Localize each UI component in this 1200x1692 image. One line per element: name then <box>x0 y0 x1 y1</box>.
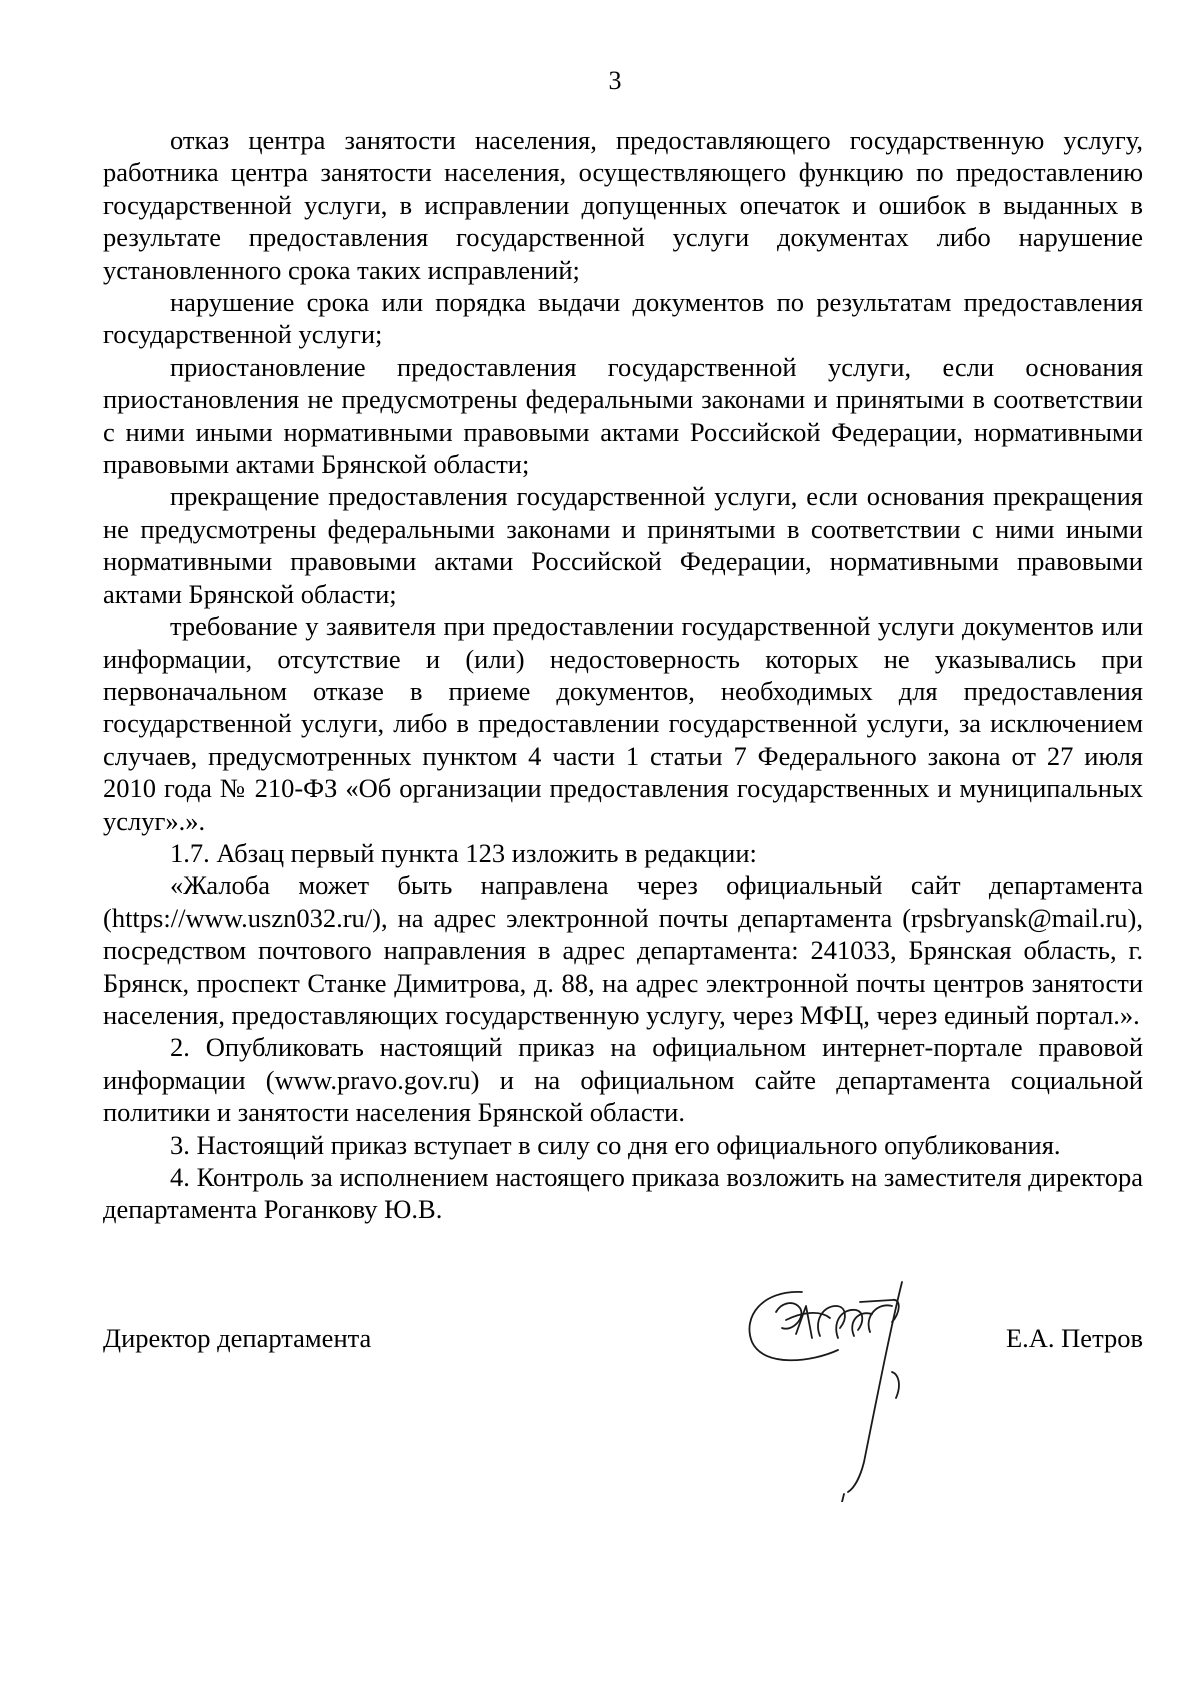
paragraph-item-2-publish: 2. Опубликовать настоящий приказ на официальном интернет-портале правовой информации (www.pravo.gov.ru) и на официальном сайте департамента социальной политики и занятости населения Брянской области. <box>103 1032 1143 1128</box>
paragraph-item-3-effective: 3. Настоящий приказ вступает в силу со дня его официального опубликования. <box>170 1129 1061 1160</box>
signatory-title: Директор департамента <box>103 1323 372 1353</box>
paragraph-item-1-7: 1.7. Абзац первый пункта 123 изложить в редакции: <box>170 837 757 868</box>
paragraph-termination: прекращение предоставления государственной услуги, если основания прекращения не предусмотрены федеральными законами и принятыми в соответствии с ними иными нормативными правовыми актами Российской Федерации, нормативными правовыми актами Брянской области; <box>103 481 1143 609</box>
signature-block <box>103 1321 1143 1361</box>
paragraph-item-4-control: 4. Контроль за исполнением настоящего приказа возложить на заместителя директора департамента Роганкову Ю.В. <box>103 1162 1143 1225</box>
paragraph-suspension: приостановление предоставления государственной услуги, если основания приостановления не предусмотрены федеральными законами и принятыми в соответствии с ними иными нормативными правовыми актами Российской Федерации, нормативными правовыми актами Брянской области; <box>103 351 1143 480</box>
handwritten-signature <box>742 1262 952 1502</box>
signatory-name: Е.А. Петров <box>1005 1323 1143 1353</box>
paragraph-document-request: требование у заявителя при предоставлении государственной услуги документов или информации, отсутствие и (или) недостоверность которых не указывались при первоначальном отказе в приеме документов, необходимых для предоставления государственной услуги, либо в предоставлении государственной услуги, за исключением случаев, предусмотренных пунктом 4 части 1 статьи 7 Федерального закона от 27 июля 2010 года № 210-ФЗ «Об организации предоставления государственных и муниципальных услуг».». <box>103 611 1143 836</box>
document-body <box>103 124 1143 1226</box>
paragraph-refusal-correction: отказ центра занятости населения, предоставляющего государственную услугу, работника центра занятости населения, осуществляющего функцию по предоставлению государственной услуги, в исправлении допущенных опечаток и ошибок в выданных в результате предоставления государственной услуги документах либо нарушение установленного срока таких исправлений; <box>103 125 1143 285</box>
paragraph-complaint-channels: «Жалоба может быть направлена через официальный сайт департамента (https://www.uszn032.ru/), на адрес электронной почты департамента (rpsbryansk@mail.ru), посредством почтового направления в адрес департамента: 241033, Брянская область, г. Брянск, проспект Станке Димитрова, д. 88, на адрес электронной почты центров занятости населения, предоставляющих государственную услугу, через МФЦ, через единый портал.». <box>103 870 1143 1030</box>
page-number: 3 <box>608 66 622 95</box>
paragraph-issuance-violation: нарушение срока или порядка выдачи документов по результатам предоставления государственной услуги; <box>103 287 1143 350</box>
